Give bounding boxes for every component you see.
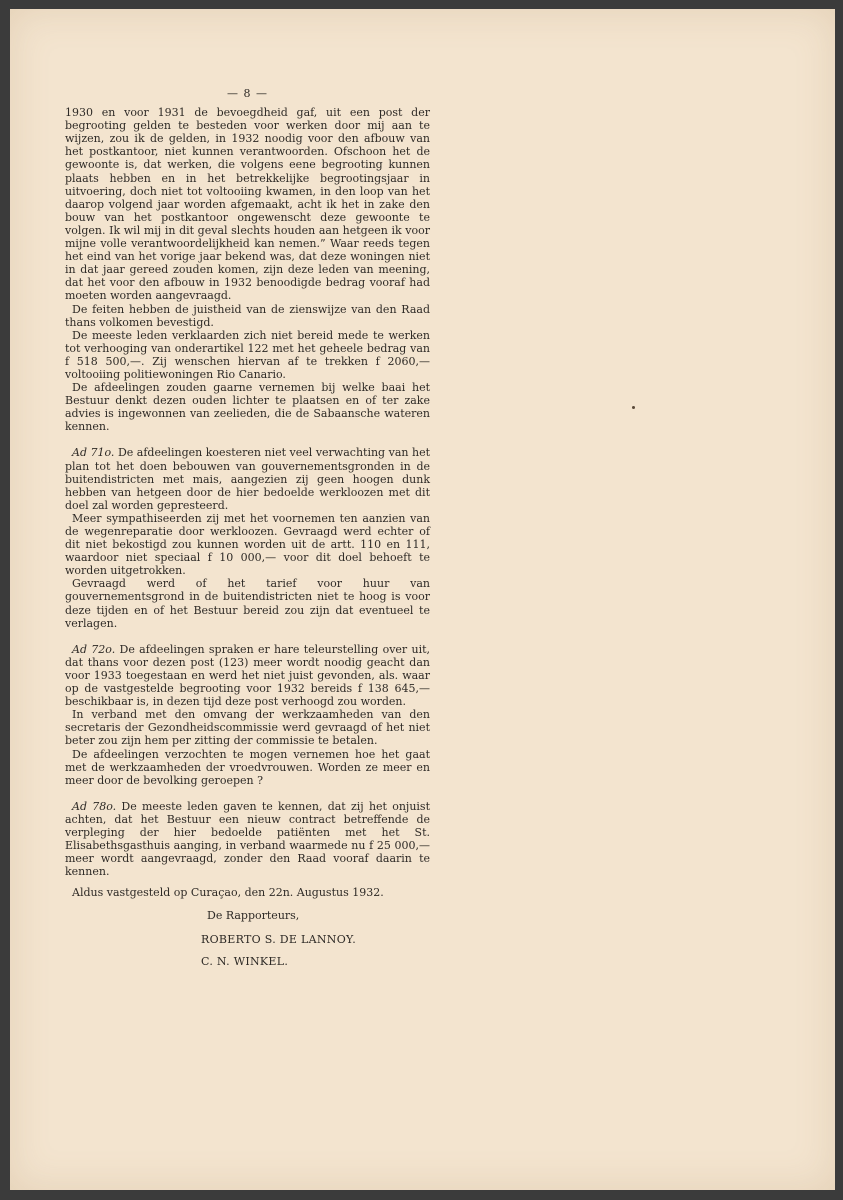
paper-speck (632, 406, 635, 409)
signature-title: De Rapporteurs, (207, 909, 300, 923)
signatory-name: ROBERTO S. DE LANNOY. (201, 932, 356, 946)
paragraph: De afdeelingen zouden gaarne vernemen bij welke baai het Bestuur denkt dezen ouden lichter te plaatsen en of ter zake advies is ingewonnen van zeelieden, die de Sabaansche wateren kennen. (65, 381, 430, 434)
paragraph-text: De meeste leden gaven te kennen, dat zij het onjuist achten, dat het Bestuur een nieuw contract betreffende de verpleging der hier bedoelde patiënten met het St. Elisabethsgasthuis aanging, in verband waarmede nu f 25 000,— meer wordt aangevraagd, zonder den Raad vooraf daarin te kennen. (65, 799, 431, 879)
paragraph-text: De afdeelingen spraken er hare teleurstelling over uit, dat thans voor dezen post (123) meer wordt noodig geacht dan voor 1933 toegestaan en werd het niet juist gevonden, als. waar op de vastgestelde begrooting voor 1932 bereids f 138 645,— beschikbaar is, in dezen tijd deze post verhoogd zou worden. (65, 642, 431, 709)
signatory-name: C. N. WINKEL. (201, 954, 289, 968)
closing-line: Aldus vastgesteld op Curaçao, den 22n. Augustus 1932. (72, 886, 384, 900)
paragraph: De afdeelingen verzochten te mogen vernemen hoe het gaat met de werkzaamheden der vroedvrouwen. Worden ze meer en meer door de bevolking geroepen ? (65, 747, 430, 787)
paragraph-text: De afdeelingen koesteren niet veel verwachting van het plan tot het doen bebouwen van gouvernementsgronden in de buitendistricten met mais, aangezien zij geen hoogen dunk hebben van hetgeen door de hier bedoelde werkloozen met dit doel zal worden gepresteerd. (65, 446, 431, 512)
page-content (65, 87, 430, 968)
paragraph: Gevraagd werd of het tarief voor huur van gouvernementsgrond in de buitendistricten niet te hoog is voor deze tijden en of het Bestuur bereid zou zijn dat eventueel te verlagen. (65, 577, 430, 630)
page-number: — 8 — (227, 87, 268, 100)
paragraph: De feiten hebben de juistheid van de zienswijze van den Raad thans volkomen bevestigd. (65, 302, 430, 329)
paragraph: De meeste leden verklaarden zich niet bereid mede te werken tot verhooging van onderartikel 122 met het geheele bedrag van f 518 500,—. Zij wenschen hiervan af te trekken f 2060,— voltooiing politiewoningen Rio Canario. (65, 328, 430, 381)
article-ref: Ad 71o. (72, 446, 115, 460)
document-page (10, 9, 835, 1190)
paragraph-ad-72 (65, 643, 430, 708)
article-ref: Ad 72o. (72, 642, 116, 656)
paragraph: 1930 en voor 1931 de bevoegdheid gaf, uit een post der begrooting gelden te besteden voor werken door mij aan te wijzen, zou ik de gelden, in 1932 noodig voor den afbouw van het postkantoor, niet kunnen verantwoorden. Ofschoon het de gewoonte is, dat werken, die volgens eene begrooting kunnen plaats hebben en in het betrekkelijke begrootingsjaar in uitvoering, doch niet tot voltooiing kwamen, in den loop van het daarop volgend jaar worden afgemaakt, acht ik het in zake den bouw van het postkantoor ongewenscht deze gewoonte te volgen. Ik wil mij in dit geval slechts houden aan hetgeen ik voor mijne volle verantwoordelijkheid kan nemen.” Waar reeds tegen het eind van het vorige jaar bekend was, dat deze woningen niet in dat jaar gereed zouden komen, zijn deze leden van meening, dat het voor den afbouw in 1932 benoodigde bedrag vooraf had moeten worden aangevraagd. (65, 106, 430, 303)
article-ref: Ad 78o. (72, 799, 117, 813)
paragraph: Meer sympathiseerden zij met het voornemen ten aanzien van de wegenreparatie door werkloozen. Gevraagd werd echter of dit niet bekostigd zou kunnen worden uit de artt. 110 en 111, waardoor niet speciaal f 10 000,— voor dit doel behoeft te worden uitgetrokken. (65, 511, 430, 578)
paragraph-ad-71 (65, 446, 430, 511)
paragraph-ad-78 (65, 800, 430, 879)
paragraph: In verband met den omvang der werkzaamheden van den secretaris der Gezondheidscommissie werd gevraagd of het niet beter zou zijn hem per zitting der commissie te betalen. (65, 708, 430, 748)
